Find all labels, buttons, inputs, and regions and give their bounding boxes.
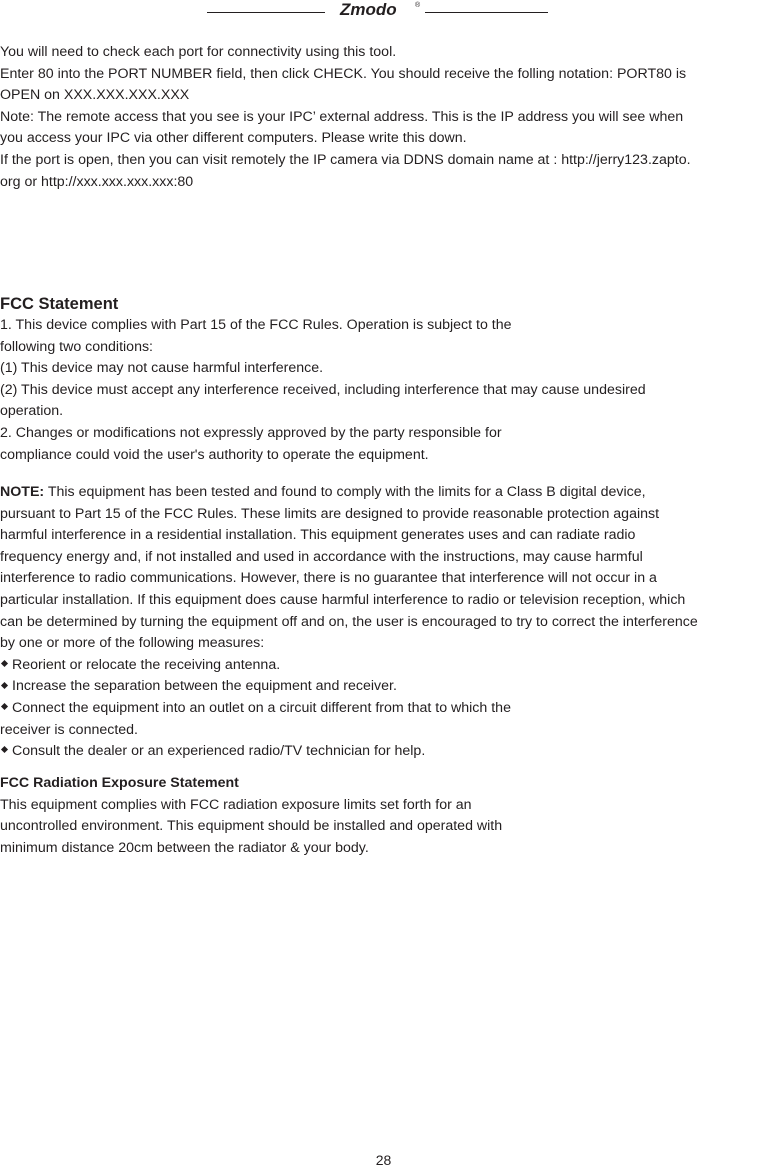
radiation-statement [0,773,767,859]
intro-line: you access your IPC via other different computers. Please write this down. [0,130,467,147]
intro-line: If the port is open, then you can visit remotely the IP camera via DDNS domain name at : http://jerry123.zapto. [0,151,691,168]
diamond-bullet-icon [1,746,8,753]
diamond-bullet-icon [1,660,8,667]
intro-paragraph [0,42,767,193]
intro-line: Enter 80 into the PORT NUMBER field, then click CHECK. You should receive the folling notation: PORT80 is [0,65,687,82]
note-first-line-text: This equipment has been tested and found to comply with the limits for a Class B digital device, [44,484,646,500]
zmodo-logo [338,0,424,20]
page-header [0,0,767,28]
diamond-bullet-icon [1,682,8,689]
note-line: can be determined by turning the equipment off and on, the user is encouraged to try to correct the interference [0,613,698,630]
measure-text: Connect the equipment into an outlet on a circuit different from that to which the [12,699,511,716]
intro-line: OPEN on XXX.XXX.XXX.XXX [0,87,190,104]
registered-mark: ® [415,2,421,9]
note-paragraph [0,482,767,763]
header-rule-left [207,12,325,13]
fcc-statement-title: FCC Statement [0,295,119,313]
radiation-line: This equipment complies with FCC radiation exposure limits set forth for an [0,796,472,813]
radiation-title: FCC Radiation Exposure Statement [0,775,239,791]
fcc-line: (2) This device must accept any interference received, including interference that may cause undesired [0,381,646,398]
fcc-statement-body [0,315,767,466]
measure-text: Increase the separation between the equipment and receiver. [12,678,397,695]
measure-continuation: receiver is connected. [0,721,139,738]
intro-line: You will need to check each port for connectivity using this tool. [0,44,397,60]
note-line: frequency energy and, if not installed and used in accordance with the instructions, may cause harmful [0,548,643,565]
intro-line: org or http://xxx.xxx.xxx.xxx:80 [0,173,194,190]
fcc-line: 2. Changes or modifications not expressly approved by the party responsible for [0,424,502,441]
radiation-line: uncontrolled environment. This equipment should be installed and operated with [0,818,503,835]
fcc-line: (1) This device may not cause harmful interference. [0,360,324,377]
note-line: particular installation. If this equipment does cause harmful interference to radio or television reception, which [0,591,686,608]
fcc-line: following two conditions: [0,338,153,355]
page-number: 28 [375,1152,392,1168]
note-first-line [0,482,767,504]
note-line: pursuant to Part 15 of the FCC Rules. These limits are designed to provide reasonable protection against [0,505,660,522]
note-line: by one or more of the following measures: [0,635,265,652]
logo-text: Zmodo [340,0,397,19]
note-label: NOTE: [0,484,45,500]
radiation-line: minimum distance 20cm between the radiator & your body. [0,839,369,856]
fcc-line: compliance could void the user's authority to operate the equipment. [0,446,429,463]
measure-item [0,676,767,698]
header-rule-right [425,12,548,13]
note-line: interference to radio communications. However, there is no guarantee that interference will not occur in a [0,570,657,587]
diamond-bullet-icon [1,703,8,710]
intro-line: Note: The remote access that you see is your IPC’ external address. This is the IP address you will see when [0,108,684,125]
measure-item [0,698,767,720]
fcc-line: 1. This device complies with Part 15 of the FCC Rules. Operation is subject to the [0,317,512,333]
fcc-line: operation. [0,403,64,420]
note-line: harmful interference in a residential installation. This equipment generates uses and can radiate radio [0,527,636,544]
measure-item [0,655,767,677]
measure-text: Consult the dealer or an experienced radio/TV technician for help. [12,743,426,760]
measure-text: Reorient or relocate the receiving antenna. [12,656,281,673]
measure-item [0,741,767,763]
